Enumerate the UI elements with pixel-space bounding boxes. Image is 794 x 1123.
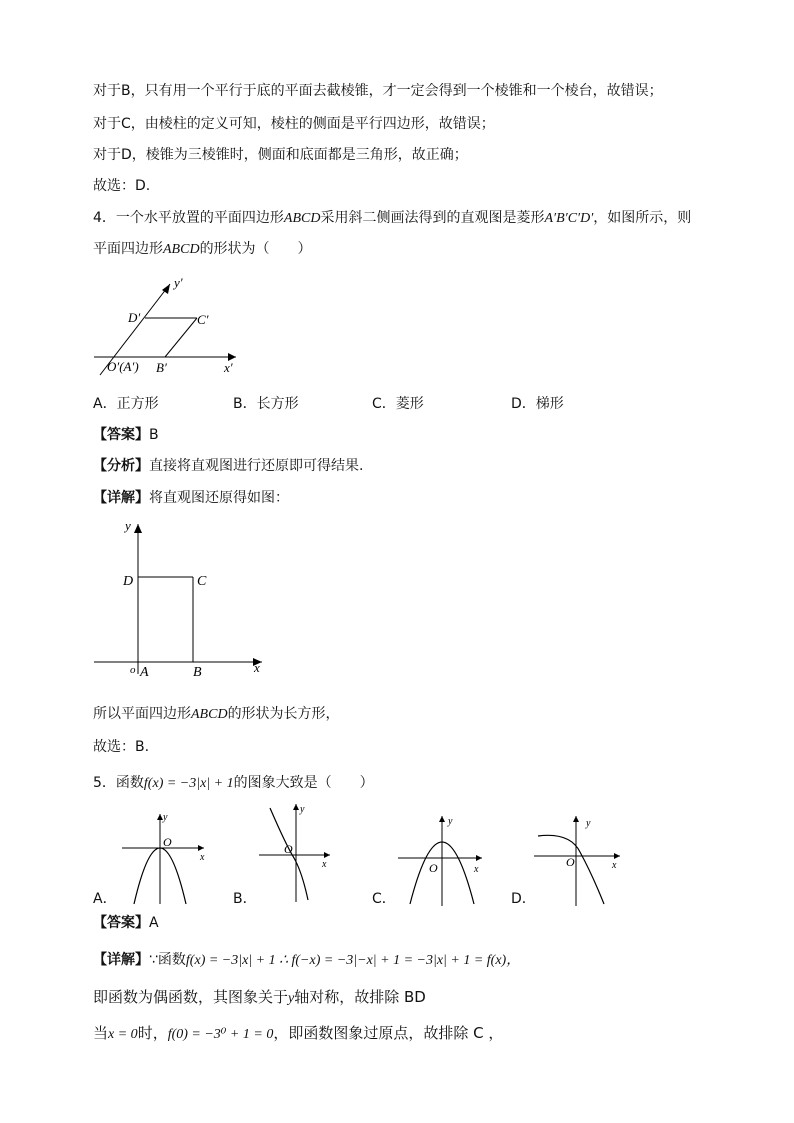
label-origin: O <box>429 861 438 875</box>
label-x: x <box>254 660 260 675</box>
label-y: y <box>448 816 453 827</box>
oblique-rhombus-figure <box>90 272 250 382</box>
option-b: B． <box>233 891 257 907</box>
label-y: y <box>300 804 305 815</box>
label-origin: O <box>284 842 293 856</box>
x-axis-arrow <box>476 855 482 861</box>
text-line: 故选：D. <box>93 178 151 194</box>
graph-option-c <box>394 814 488 908</box>
label-b-prime: B′ <box>156 360 167 375</box>
option-d: D．梯形 <box>511 396 564 412</box>
answer-line: 【答案】A <box>93 915 159 931</box>
label-x: x <box>200 852 205 863</box>
label-d: D <box>123 574 134 589</box>
label-d-prime: D′ <box>128 310 141 325</box>
question-5-stem: 5．函数f(x) = −3|x| + 1的图象大致是（ ） <box>93 775 374 791</box>
x-axis-arrow <box>614 853 620 859</box>
text-line: 对于B，只有用一个平行于底的平面去截棱锥，才一定会得到一个棱锥和一个棱台，故错误； <box>93 83 663 99</box>
label-b: B <box>193 665 202 680</box>
option-d: D． <box>511 891 536 907</box>
label-y: y <box>125 518 131 533</box>
detail-line: 【详解】将直观图还原得如图： <box>93 490 289 506</box>
option-a: A． <box>93 891 117 907</box>
analysis-line: 【分析】直接将直观图进行还原即可得结果. <box>93 458 364 474</box>
option-b: B．长方形 <box>233 396 299 412</box>
label-x: x <box>612 860 617 871</box>
x-axis-arrow <box>198 845 204 851</box>
curve <box>538 835 604 904</box>
label-y-prime: y′ <box>174 275 183 290</box>
graph-option-d <box>530 812 626 908</box>
label-y: y <box>586 818 591 829</box>
label-y: y <box>163 812 168 823</box>
label-origin: O <box>163 835 172 849</box>
label-c: C <box>197 574 207 589</box>
label-c-prime: C′ <box>197 312 209 327</box>
question-4-stem: 4．一个水平放置的平面四边形ABCD采用斜二侧画法得到的直观图是菱形A′B′C′D′，如图所示，则 <box>93 210 692 226</box>
label-origin: o <box>130 664 136 676</box>
y-axis-arrow <box>573 816 579 822</box>
choose-line: 故选：B. <box>93 739 150 755</box>
y-axis-arrow <box>439 816 445 822</box>
label-x: x <box>322 859 327 870</box>
restored-rectangle-figure <box>90 510 270 680</box>
question-4-stem-line2: 平面四边形ABCD的形状为（ ） <box>93 241 312 257</box>
even-function-line: 即函数为偶函数，其图象关于y轴对称，故排除 BD <box>93 988 426 1006</box>
detail-line: 【详解】∵函数f(x) = −3|x| + 1 ∴ f(−x) = −3|−x| + 1 = −3|x| + 1 = f(x)， <box>93 952 521 968</box>
graph-option-a <box>118 808 210 908</box>
option-a: A．正方形 <box>93 396 159 412</box>
text-line: 对于D，棱锥为三棱锥时，侧面和底面都是三角形，故正确； <box>93 147 468 163</box>
text-line: 对于C，由棱柱的定义可知，棱柱的侧面是平行四边形，故错误； <box>93 116 495 132</box>
label-x: x <box>474 864 479 875</box>
rhombus-right-edge <box>165 318 197 357</box>
label-origin: O <box>566 855 575 869</box>
option-c: C． <box>372 891 396 907</box>
y-axis-arrow <box>134 524 142 533</box>
x-axis-arrow <box>324 852 330 858</box>
label-a: A <box>140 665 149 680</box>
graph-option-b <box>256 800 336 906</box>
origin-line: 当x = 0时，f(0) = −3⁰ + 1 = 0，即函数图象过原点，故排除 C ， <box>93 1024 504 1042</box>
option-c: C．菱形 <box>372 396 424 412</box>
label-x-prime: x′ <box>224 360 233 375</box>
y-axis-arrow <box>293 804 299 810</box>
label-o-prime-a-prime: O′(A′) <box>107 359 139 374</box>
conclusion-line: 所以平面四边形ABCD的形状为长方形， <box>93 706 340 722</box>
answer-line: 【答案】B <box>93 427 159 443</box>
